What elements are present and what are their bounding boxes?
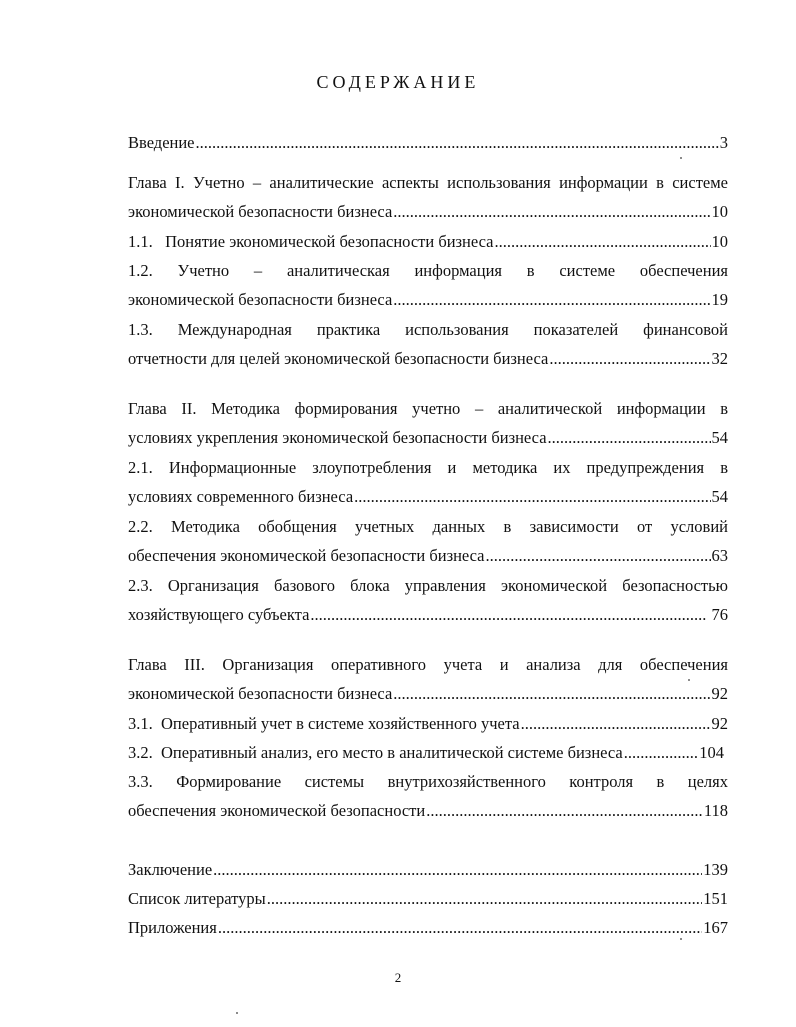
toc-page: 63 [711,546,728,565]
dot-leader [548,423,711,452]
scan-speck [680,157,682,159]
toc-label: Введение [128,133,195,152]
toc-page: 92 [711,714,728,733]
scan-speck [236,1012,238,1014]
toc-label-line2: условиях укрепления экономической безопасности бизнеса [128,428,547,447]
toc-label: 3.2. Оперативный анализ, его место в аналитической системе бизнеса [128,743,623,762]
toc-entry-conclusion[interactable] [128,855,728,884]
toc-page: 10 [711,202,728,221]
toc-page: 3 [719,133,728,152]
toc-label-line2: экономической безопасности бизнеса [128,290,393,309]
toc-line [128,482,728,511]
toc-entry-section-2-2[interactable] [128,512,728,570]
toc-page: 19 [711,290,728,309]
toc-page: 167 [703,918,728,937]
toc-line [128,884,728,913]
toc-entry-section-2-3[interactable] [128,571,728,629]
scan-speck [680,938,682,940]
dot-leader [426,796,703,825]
dot-leader [310,600,706,629]
toc-entry-chapter-3[interactable] [128,650,728,708]
scan-speck [688,679,690,681]
dot-leader [196,128,719,157]
toc-label-line1: 1.3. Международная практика использования показателей финансовой [128,320,728,339]
dot-leader [494,227,710,256]
dot-leader [549,344,710,373]
dot-leader [486,541,711,570]
toc-label-line2: обеспечения экономической безопасности [128,801,426,820]
toc-label-line2: условиях современного бизнеса [128,487,354,506]
toc-line [128,227,728,256]
toc-label-line1: 1.2. Учетно – аналитическая информация в системе обеспечения [128,261,728,280]
toc-line [128,600,728,629]
toc-page: 139 [703,860,728,879]
toc-label-line2: обеспечения экономической безопасности бизнеса [128,546,485,565]
toc-entry-section-3-3[interactable] [128,767,728,825]
toc-line [128,855,728,884]
toc-entry-chapter-2[interactable] [128,394,728,452]
dot-leader [393,679,710,708]
toc-page: 76 [707,605,728,624]
toc-line [128,709,728,738]
toc-page: 54 [711,487,728,506]
toc-label: Заключение [128,860,213,879]
toc-entry-intro[interactable] [128,128,728,157]
toc-line [128,423,728,452]
toc-label-line1: Глава II. Методика формирования учетно – аналитической информации в [128,399,728,418]
toc-page: 92 [711,684,728,703]
toc-label: Приложения [128,918,217,937]
toc-label: 1.1. Понятие экономической безопасности бизнеса [128,232,494,251]
toc-label-line1: 2.1. Информационные злоупотребления и методика их предупреждения в [128,458,728,477]
page-number: 2 [394,970,402,985]
dot-leader [213,855,702,884]
toc-entry-chapter-1[interactable] [128,168,728,226]
toc-label: Список литературы [128,889,266,908]
toc-line [128,128,728,157]
toc-entry-section-1-2[interactable] [128,256,728,314]
toc-entry-section-1-1[interactable] [128,227,728,256]
page-title: СОДЕРЖАНИЕ [316,72,480,92]
toc-label-line1: 2.3. Организация базового блока управления экономической безопасностью [128,576,728,595]
toc-entry-section-2-1[interactable] [128,453,728,511]
toc-label-line1: Глава I. Учетно – аналитические аспекты использования информации в системе [128,173,728,192]
toc-line [128,796,728,825]
dot-leader [521,709,711,738]
toc-label-line1: Глава III. Организация оперативного учета и анализа для обеспечения [128,655,728,674]
toc-line [128,344,728,373]
toc-entry-section-3-1[interactable] [128,709,728,738]
toc-page: 32 [711,349,728,368]
toc-entry-section-3-2[interactable] [128,738,724,767]
toc-label-line2: хозяйствующего субъекта [128,605,310,624]
toc-label-line1: 3.3. Формирование системы внутрихозяйственного контроля в целях [128,772,728,791]
toc-entry-appendix[interactable] [128,913,728,942]
toc-label-line2: отчетности для целей экономической безопасности бизнеса [128,349,549,368]
dot-leader [624,738,699,767]
dot-leader [267,884,703,913]
toc-label: 3.1. Оперативный учет в системе хозяйственного учета [128,714,520,733]
dot-leader [393,285,710,314]
toc-label-line1: 2.2. Методика обобщения учетных данных в зависимости от условий [128,517,728,536]
toc-page: 151 [703,889,728,908]
dot-leader [393,197,710,226]
toc-entry-literature[interactable] [128,884,728,913]
toc-page: 54 [711,428,728,447]
toc-label-line2: экономической безопасности бизнеса [128,202,393,221]
toc-line [128,738,724,767]
dot-leader [354,482,710,511]
toc-page: 10 [711,232,728,251]
toc-line [128,285,728,314]
toc-line [128,679,728,708]
dot-leader [218,913,702,942]
toc-line [128,541,728,570]
toc-label-line2: экономической безопасности бизнеса [128,684,393,703]
toc-page: 104 [699,743,724,762]
toc-entry-section-1-3[interactable] [128,315,728,373]
toc-line [128,913,728,942]
toc-line [128,197,728,226]
toc-page: 118 [703,801,728,820]
